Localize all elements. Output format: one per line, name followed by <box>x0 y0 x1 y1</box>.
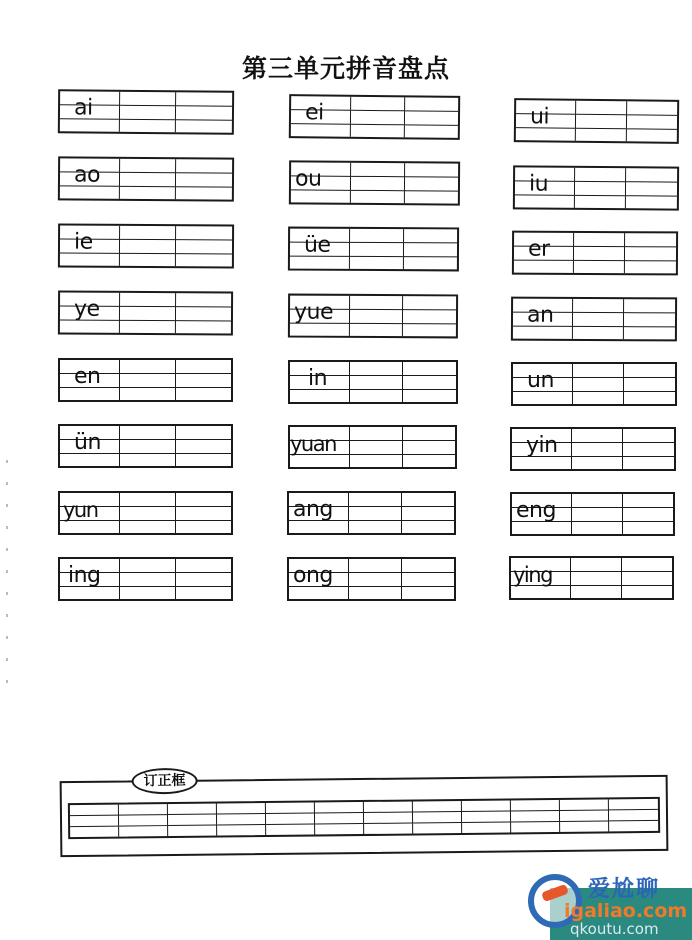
writing-cell[interactable] <box>176 493 232 533</box>
writing-cell[interactable] <box>176 159 232 199</box>
writing-cell[interactable] <box>404 97 458 138</box>
writing-cell[interactable] <box>350 427 403 467</box>
correction-label: 订正框 <box>131 768 197 795</box>
pinyin-cell-label <box>290 296 350 336</box>
pinyin-box-ei[interactable] <box>289 94 460 140</box>
pinyin-box-ai[interactable] <box>58 89 234 135</box>
writing-cell[interactable] <box>349 559 402 599</box>
watermark-url-underlay: qkoutu.com <box>570 920 659 938</box>
writing-cell[interactable] <box>623 429 674 469</box>
pinyin-label: yun <box>63 498 98 522</box>
correction-grid <box>68 797 660 839</box>
pinyin-label: ün <box>74 430 101 455</box>
pinyin-cell-label <box>290 362 350 402</box>
writing-cell[interactable] <box>175 293 231 333</box>
writing-cell[interactable] <box>349 493 402 533</box>
writing-cell[interactable] <box>403 229 457 269</box>
writing-cell[interactable] <box>176 360 232 400</box>
pinyin-label: an <box>526 302 554 328</box>
pinyin-box-yuan[interactable] <box>288 425 457 469</box>
writing-cell[interactable] <box>576 101 627 142</box>
pinyin-box-in[interactable] <box>288 360 458 404</box>
writing-cell[interactable] <box>120 360 176 400</box>
pinyin-label: ui <box>529 104 550 130</box>
writing-cell[interactable] <box>350 296 403 336</box>
writing-cell[interactable] <box>403 296 456 336</box>
pinyin-box-ying[interactable] <box>509 556 674 600</box>
pinyin-box-ui[interactable] <box>514 98 679 144</box>
correction-cell[interactable] <box>217 803 266 836</box>
pinyin-box-un[interactable] <box>511 362 677 406</box>
pinyin-cell-label <box>60 226 120 266</box>
pinyin-cell-label <box>512 494 572 534</box>
pinyin-box-ie[interactable] <box>58 224 234 269</box>
correction-cell[interactable] <box>119 804 168 837</box>
pinyin-label: üe <box>303 232 331 258</box>
writing-cell[interactable] <box>404 163 458 203</box>
pinyin-label: ai <box>73 95 93 121</box>
writing-cell[interactable] <box>572 494 623 534</box>
writing-cell[interactable] <box>351 97 405 138</box>
pinyin-cell-label <box>60 91 120 132</box>
writing-cell[interactable] <box>402 559 455 599</box>
pinyin-box-en[interactable] <box>58 358 233 402</box>
page-title: 第三单元拼音盘点 <box>241 53 450 83</box>
writing-cell[interactable] <box>120 426 176 466</box>
pinyin-label: ou <box>294 166 322 192</box>
writing-cell[interactable] <box>624 364 675 404</box>
writing-cell[interactable] <box>350 362 403 402</box>
writing-cell[interactable] <box>120 159 176 199</box>
pinyin-box-iu[interactable] <box>513 165 679 210</box>
pinyin-cell-label <box>290 427 350 467</box>
pinyin-box-ong[interactable] <box>287 557 456 601</box>
pinyin-label: yue <box>293 299 334 325</box>
correction-frame <box>60 772 669 857</box>
pinyin-label: ang <box>293 497 333 522</box>
watermark-url: igaliao.com <box>564 900 688 922</box>
writing-cell[interactable] <box>351 163 405 203</box>
correction-cell[interactable] <box>364 801 413 834</box>
pinyin-label: ao <box>73 162 101 188</box>
correction-cell[interactable] <box>609 799 658 832</box>
pinyin-label: yuan <box>290 432 336 456</box>
writing-cell[interactable] <box>403 427 456 467</box>
pinyin-label: en <box>74 364 101 389</box>
pinyin-box-eng[interactable] <box>510 492 675 536</box>
writing-cell[interactable] <box>574 233 625 273</box>
pinyin-label: ye <box>73 296 100 322</box>
pinyin-cell-label <box>513 299 573 339</box>
pinyin-label: ie <box>73 229 93 255</box>
pinyin-label: ei <box>304 100 324 126</box>
correction-cell[interactable] <box>168 804 217 837</box>
pinyin-cell-label <box>60 493 120 533</box>
pinyin-cell-label <box>289 559 349 599</box>
pinyin-cell-label <box>290 229 350 269</box>
writing-cell[interactable] <box>120 559 176 599</box>
writing-cell[interactable] <box>402 493 455 533</box>
pinyin-cell-label <box>60 360 120 400</box>
pinyin-cell-label <box>60 158 120 198</box>
writing-cell[interactable] <box>176 426 232 466</box>
pinyin-box-ing[interactable] <box>58 557 233 601</box>
pinyin-label: ying <box>513 563 552 587</box>
pinyin-cell-label <box>60 559 120 599</box>
writing-cell[interactable] <box>120 493 176 533</box>
pinyin-cell-label <box>512 429 572 469</box>
pinyin-box-an[interactable] <box>511 297 677 342</box>
writing-cell[interactable] <box>573 299 624 339</box>
pinyin-label: yin <box>526 433 558 458</box>
watermark <box>528 868 692 940</box>
writing-cell[interactable] <box>350 229 404 269</box>
pinyin-cell-label <box>515 167 575 207</box>
writing-cell[interactable] <box>176 226 232 266</box>
pinyin-cell-label <box>516 100 576 141</box>
pinyin-box-ang[interactable] <box>287 491 456 535</box>
pinyin-box-yun[interactable] <box>58 491 233 535</box>
pinyin-box-ue[interactable] <box>288 227 459 272</box>
correction-cell[interactable] <box>560 799 609 832</box>
writing-cell[interactable] <box>622 558 673 598</box>
pinyin-cell-label <box>513 364 573 404</box>
pinyin-label: in <box>308 366 328 391</box>
writing-cell[interactable] <box>573 364 624 404</box>
pinyin-label: ing <box>68 563 101 588</box>
correction-cell[interactable] <box>315 802 364 835</box>
pinyin-cell-label <box>514 233 574 273</box>
writing-cell[interactable] <box>625 233 676 273</box>
writing-cell[interactable] <box>572 429 623 469</box>
pinyin-cell-label <box>291 96 351 137</box>
correction-cell[interactable] <box>462 800 511 833</box>
pinyin-label: un <box>527 368 554 393</box>
writing-cell[interactable] <box>571 558 622 598</box>
writing-cell[interactable] <box>626 101 677 142</box>
pinyin-cell-label <box>60 293 120 333</box>
pinyin-box-er[interactable] <box>512 231 678 276</box>
pinyin-box-ao[interactable] <box>58 156 234 201</box>
pinyin-box-ye[interactable] <box>58 291 233 336</box>
watermark-title: 爱尬聊 <box>588 877 661 902</box>
pinyin-label: eng <box>516 498 556 523</box>
pinyin-box-yue[interactable] <box>288 294 458 339</box>
pinyin-cell-label <box>60 426 120 466</box>
pinyin-box-ou[interactable] <box>289 160 460 205</box>
pinyin-box-un-umlaut[interactable] <box>58 424 233 468</box>
pinyin-label: er <box>527 236 550 262</box>
pinyin-label: iu <box>528 171 549 197</box>
writing-cell[interactable] <box>624 299 675 339</box>
writing-cell[interactable] <box>176 92 232 132</box>
writing-cell[interactable] <box>120 92 176 132</box>
correction-cell[interactable] <box>511 800 560 833</box>
writing-cell[interactable] <box>403 362 456 402</box>
writing-cell[interactable] <box>176 559 232 599</box>
writing-cell[interactable] <box>623 494 674 534</box>
writing-cell[interactable] <box>120 293 176 333</box>
correction-cell[interactable] <box>70 805 119 838</box>
correction-cell[interactable] <box>413 801 462 834</box>
pinyin-box-yin[interactable] <box>510 427 676 471</box>
pinyin-cell-label <box>289 493 349 533</box>
pinyin-cell-label <box>511 558 571 598</box>
correction-cell[interactable] <box>266 803 315 836</box>
pinyin-label: ong <box>293 563 333 588</box>
writing-cell[interactable] <box>120 226 176 266</box>
writing-cell[interactable] <box>626 168 677 208</box>
pinyin-cell-label <box>291 162 351 202</box>
writing-cell[interactable] <box>575 168 626 208</box>
